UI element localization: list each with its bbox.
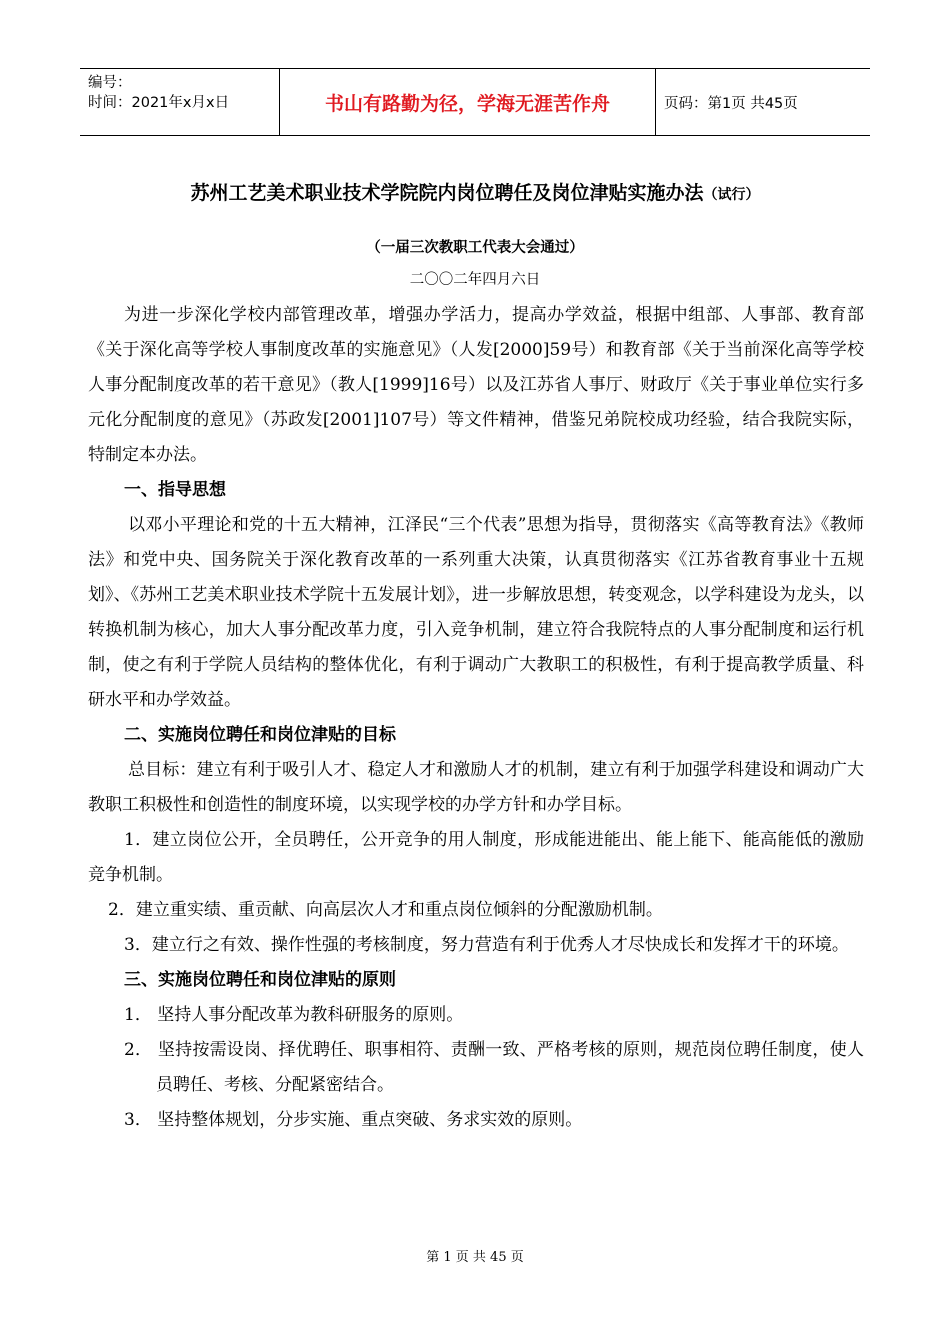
subtitle: （一届三次教职工代表大会通过） <box>366 240 584 256</box>
page-info: 页码：第1页 共45页 <box>664 95 798 112</box>
intro-paragraph: 为进一步深化学校内部管理改革，增强办学活力，提高办学效益，根据中组部、人事部、教育部《关于深化高等学校人事制度改革的实施意见》（人发[2000]59号）和教育部《关于当前深化高等学校人事分配制度改革的若干意见》（教人[1999]16号）以及江苏省人事厅、财政厅《关于事业单位实行多元化分配制度的意见》（苏政发[2001]107号）等文件精神，借鉴兄弟院校成功经验，结合我院实际，特制定本办法。 <box>88 305 864 465</box>
document-title <box>80 178 870 205</box>
motto: 书山有路勤为径，学海无涯苦作舟 <box>280 69 656 135</box>
document-body <box>88 298 864 1138</box>
document-date: 二〇〇二年四月六日 <box>409 272 541 288</box>
principle-item-2: 2． 坚持按需设岗、择优聘任、职事相符、责酬一致、严格考核的原则，规范岗位聘任制度，使人员聘任、考核、分配紧密结合。 <box>124 1040 864 1095</box>
principle-item-3: 3． 坚持整体规划，分步实施、重点突破、务求实效的原则。 <box>124 1110 583 1130</box>
section-1-paragraph: 以邓小平理论和党的十五大精神，江泽民“三个代表”思想为指导，贯彻落实《高等教育法》《教师法》和党中央、国务院关于深化教育改革的一系列重大决策，认真贯彻落实《江苏省教育事业十五规划》、《苏州工艺美术职业技术学院十五发展计划》，进一步解放思想，转变观念，以学科建设为龙头，以转换机制为核心，加大人事分配改革力度，引入竞争机制，建立符合我院特点的人事分配制度和运行机制，使之有利于学院人员结构的整体优化，有利于调动广大教职工的积极性，有利于提高教学质量、科研水平和办学效益。 <box>88 515 864 710</box>
goal-item-3: 3．建立行之有效、操作性强的考核制度，努力营造有利于优秀人才尽快成长和发挥才干的环境。 <box>124 935 849 955</box>
principle-item-1: 1． 坚持人事分配改革为教科研服务的原则。 <box>124 1005 464 1025</box>
time-label: 时间：2021年x月x日 <box>88 95 230 111</box>
section-heading-2: 二、实施岗位聘任和岗位津贴的目标 <box>124 725 396 745</box>
section-heading-3: 三、实施岗位聘任和岗位津贴的原则 <box>124 970 396 990</box>
header-meta-cell <box>80 69 280 135</box>
title-main: 苏州工艺美术职业技术学院院内岗位聘任及岗位津贴实施办法 <box>190 182 704 204</box>
title-suffix: （试行） <box>703 187 760 203</box>
goal-item-1: 1．建立岗位公开，全员聘任，公开竞争的用人制度，形成能进能出、能上能下、能高能低的激励竞争机制。 <box>88 830 864 885</box>
section-2-paragraph: 总目标：建立有利于吸引人才、稳定人才和激励人才的机制，建立有利于加强学科建设和调动广大教职工积极性和创造性的制度环境，以实现学校的办学方针和办学目标。 <box>88 760 864 815</box>
header-table <box>80 68 870 136</box>
goal-item-2: 2．建立重实绩、重贡献、向高层次人才和重点岗位倾斜的分配激励机制。 <box>108 900 663 920</box>
code-label: 编号： <box>88 75 132 91</box>
section-heading-1: 一、指导思想 <box>124 480 226 500</box>
page-footer: 第 1 页 共 45 页 <box>426 1250 524 1265</box>
